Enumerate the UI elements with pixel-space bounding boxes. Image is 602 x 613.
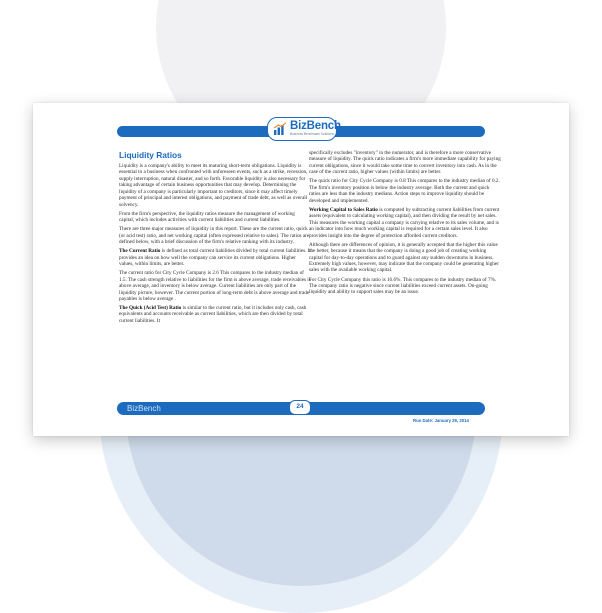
paragraph-text: is defined as total current liabilities divided by total current liabilities. It provides an idea on how well the company can service its current obligations. Higher values, within limits, are better. bbox=[119, 248, 311, 268]
paragraph: For City Cycle Company this ratio is 16.6%. This compares to the industry median of 7%. The company ratio is negative since current liabilities exceed current assets. On-going liquidity and ability to support sales may be an issue. bbox=[309, 276, 497, 296]
left-column bbox=[119, 150, 311, 327]
paragraph: The quick ratio for City Cycle Company is 0.8 This compares to the industry median of 0.2. The firm's inventory position is below the industry average. Both the current and quick ratios are less than the industry medians. Action steps to improve liquidity should be developed and implemented. bbox=[309, 178, 500, 204]
paragraph: Liquidity is a company's ability to meet its maturing short-term obligations. Liquidity is essential to a business when confronted with unforeseen events, such as a strike, recession, supply interruption, natural disaster, and so forth. Favorable liquidity is also necessary for taking advantage of certain business opportunities that may develop. Determining the liquidity of a company is particularly important to creditors, since it may affect timely payment of principal and interest obligations, and payment of trade debt, as well as overall solvency. bbox=[119, 163, 308, 208]
report-page bbox=[33, 103, 569, 436]
footer-bar bbox=[117, 402, 485, 415]
paragraph bbox=[119, 248, 311, 267]
term-working-capital: Working Capital to Sales Ratio bbox=[309, 206, 378, 213]
section-title: Liquidity Ratios bbox=[119, 150, 182, 160]
paragraph-text: is similar to the current ratio, but it includes only cash, cash equivalents and accounts receivable as current liabilities, which are then divided by total current liabilities. It bbox=[119, 305, 307, 324]
paragraph: From the firm's perspective, the liquidity ratios measure the management of working capital, which includes activities with current liabilities and current liabilities. bbox=[119, 210, 295, 224]
logo-tagline: Business Benchmark Solutions bbox=[290, 132, 334, 136]
bizbench-logo bbox=[267, 117, 341, 141]
paragraph: The current ratio for City Cycle Company is 2.6 This compares to the industry median of 1.5. The cash strength relative to liabilities for the firm is above average, trade receivables is above average, and inventory is below average. Current liabilities are only part of the liquidity picture, however. The current portion of long-term debt is above average and trade payables is below average . bbox=[119, 270, 311, 302]
term-quick-ratio: The Quick (Acid Test) Ratio bbox=[119, 305, 182, 312]
term-current-ratio: The Current Ratio bbox=[119, 248, 161, 255]
run-date: Run Date: January 29, 2014 bbox=[413, 418, 469, 423]
right-column bbox=[309, 150, 501, 298]
paragraph: specifically excludes "inventory" in the numerator, and is therefore a more conservative measure of liquidity. The quick ratio indicates a firm's more immediate capability for paying current obligations, since it would take some time to convert inventory into cash. As in the case of the current ratio, higher values (within limits) are better. bbox=[309, 150, 501, 176]
logo-text: BizBench bbox=[290, 120, 341, 132]
paragraph-text: is computed by subtracting current liabilities from current assets (equivalent to calculating working capital), and then dividing the result by net sales. This measures the working capital a company is carrying relative to its sales volume, and is an indicator into how much working capital is required for a certain sales level. It also provides insight into the degree of protection afforded current creditors. bbox=[309, 206, 500, 239]
paragraph bbox=[309, 207, 501, 239]
paragraph: There are three major measures of liquidity in this report. These are the current ratio, quick (or acid test) ratio, and net working capital (often expressed relative to sales). The ratios are defined below, with a brief discussion of the firm's relative ranking with its industry. bbox=[119, 226, 310, 246]
paragraph: Although there are differences of opinion, it is generally accepted that the higher this value the better, because it means that the company is doing a good job of creating working capital for day-to-day operations and to guard against any sudden downturns in business. Extremely high values, however, may indicate that the company could be generating higher sales with the available working capital. bbox=[309, 241, 499, 274]
bizbench-logo-icon bbox=[273, 122, 287, 136]
paragraph bbox=[119, 305, 311, 324]
footer-brand: BizBench bbox=[127, 404, 161, 413]
page-number: 24 bbox=[289, 400, 311, 415]
